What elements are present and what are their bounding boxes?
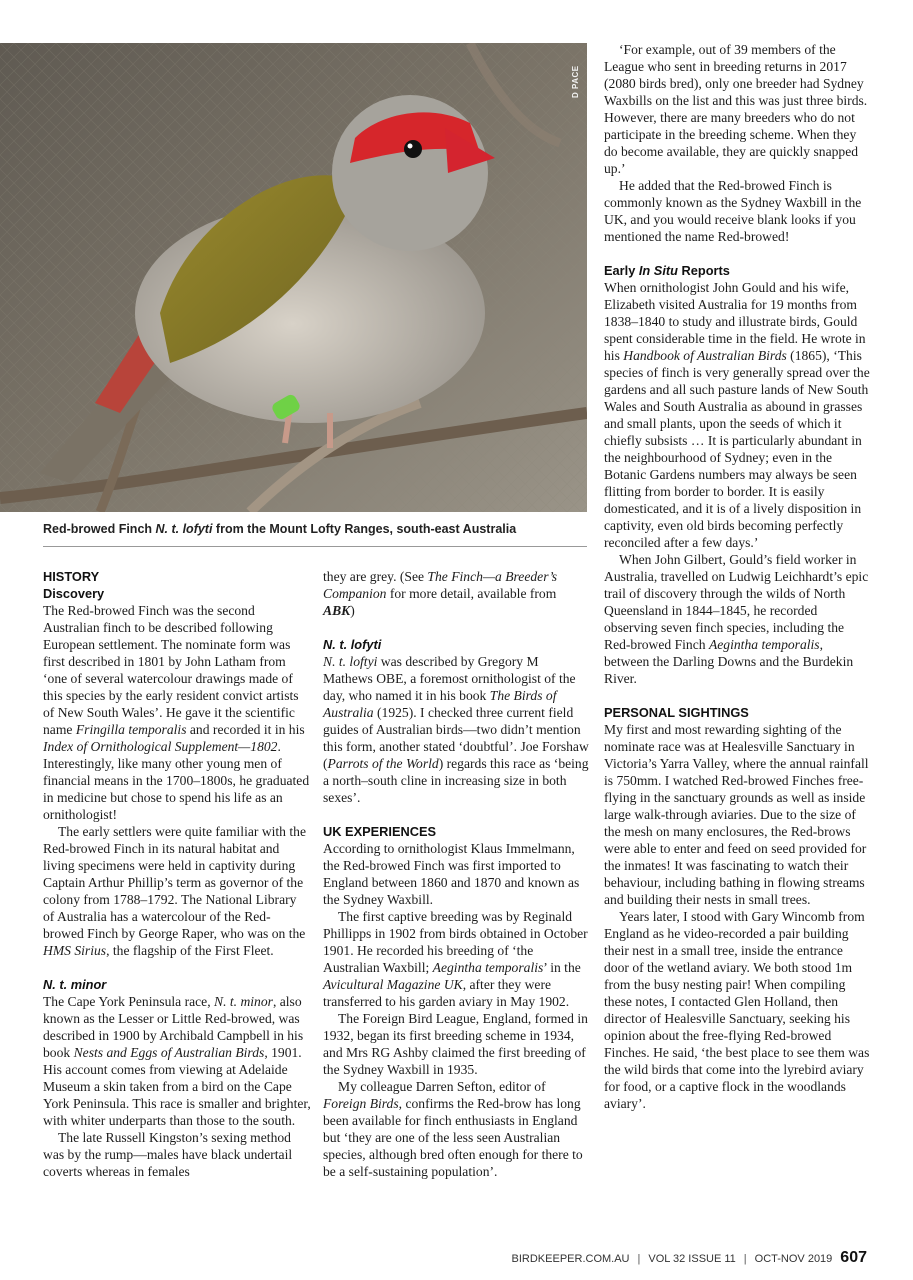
page-footer: [512, 1249, 867, 1271]
footer-separator: |: [637, 1253, 641, 1265]
footer-date: OCT-NOV 2019: [754, 1253, 833, 1265]
paragraph: The first captive breeding was by Reginald Phillipps in 1902 from birds obtained in October 1901. He recorded his breeding of ‘the Australian Waxbill; Aegintha temporalis’ in the Avicultural Magazine UK, after they were transferred to his garden aviary in May 1902.: [323, 909, 588, 1009]
page-number: 607: [840, 1249, 867, 1266]
paragraph: He added that the Red-browed Finch is commonly known as the Sydney Waxbill in the UK, and you would receive blank looks if you mentioned the name Red-browed!: [604, 178, 862, 244]
paragraph: The late Russell Kingston’s sexing method was by the rump—males have black undertail coverts whereas in females: [43, 1130, 293, 1179]
section-heading: UK EXPERIENCES: [323, 824, 437, 839]
section-heading: PERSONAL SIGHTINGS: [604, 705, 749, 720]
paragraph: My first and most rewarding sighting of the nominate race was at Healesville Sanctuary in Victoria’s Yarra Valley, where the annual rainfall is 750mm. I watched Red-browed Finches free-flying in the sanctuary grounds as well as inside large walk-through aviaries. Due to the size of the mesh on many enclosures, the Red-brows were able to enter and feed on seed provided for the inmates! It was fascinating to watch their behaviour, including bathing in flowing streams and building their nests in small trees.: [604, 722, 869, 907]
subsection-heading: Discovery: [43, 586, 105, 601]
paragraph: When ornithologist John Gould and his wife, Elizabeth visited Australia for 19 months from 1838–1840 to study and illustrate birds, Gould spent considerable time in the field. He wrote in his Handbook of Australian Birds (1865), ‘This species of finch is very generally spread over the gardens and all such pasture lands of New South Wales and South Australia as abound in grasses and small plants, upon the seeds of which it chiefly subsists … It is particularly abundant in the neighbourhood of Sydney; even in the Botanic Gardens numbers may always be seen flitting from border to border. It is easily domesticated, and it is of a lively disposition in captivity, even old birds becoming perfectly reconciled after a few days.’: [604, 280, 870, 550]
paragraph: My colleague Darren Sefton, editor of Foreign Birds, confirms the Red-brow has long been available for finch enthusiasts in England but ‘they are one of the less seen Australian species, although bred often enough for there to be a self-sustaining population’.: [323, 1079, 583, 1179]
paragraph: The Red-browed Finch was the second Australian finch to be described following European settlement. The nominate form was first described in 1801 by John Latham from ‘one of several watercolour drawings made of this species by the early resident convict artists of New South Wales’. He gave it the scientific name Fringilla temporalis and recorded it in his Index of Ornithological Supplement—1802. Interestingly, like many other young men of financial means in the 1700–1800s, he graduated in medicine but chose to spend his life as an ornithologist!: [43, 603, 310, 822]
subsection-heading: N. t. minor: [43, 977, 107, 992]
subsection-heading: Early In Situ Reports: [604, 263, 730, 278]
caption-text: from the Mount Lofty Ranges, south-east Australia: [212, 522, 517, 536]
subsection-heading: N. t. lofyti: [323, 637, 382, 652]
footer-volume: VOL 32 ISSUE 11: [648, 1253, 736, 1265]
paragraph: The early settlers were quite familiar with the Red-browed Finch in its natural habitat and living specimens were held in captivity during Captain Arthur Phillip’s term as governor of the colony from 1788–1792. The National Library of Australia has a watercolour of the Red-browed Finch by George Raper, who was on the HMS Sirius, the flagship of the First Fleet.: [43, 824, 306, 958]
paragraph: The Foreign Bird League, England, formed in 1932, began its first breeding scheme in 1934, and Mrs RG Ashby claimed the first breeding of the Sydney Waxbill in 1935.: [323, 1011, 588, 1077]
column-1: [43, 568, 311, 1180]
footer-site: BIRDKEEPER.COM.AU: [511, 1253, 630, 1265]
photo-credit: D PACE: [571, 65, 580, 98]
footer-separator: |: [743, 1253, 747, 1265]
caption-divider: [43, 546, 587, 547]
photo-caption: [43, 522, 588, 536]
column-3: [604, 41, 870, 1112]
paragraph: Years later, I stood with Gary Wincomb from England as he video-recorded a pair building their nest in a small tree, inside the entrance door of the wetland aviary. We both stood 1m from the busy nesting pair! When compiling these notes, I contacted Glen Holland, then director of Healesville Sanctuary, seeking his opinion about the free-flying Red-browed Finches. He said, ‘the best place to see them was the wild birds that come into the lyrebird aviary for food, or a captive flock in the woodlands aviary’.: [604, 909, 870, 1111]
caption-text: Red-browed Finch: [43, 522, 156, 536]
caption-subspecies: N. t. lofyti: [155, 522, 213, 536]
paragraph: they are grey. (See The Finch—a Breeder’s Companion for more detail, available from ABK): [323, 569, 558, 618]
finch-photo: [0, 43, 587, 512]
paragraph: When John Gilbert, Gould’s field worker in Australia, travelled on Ludwig Leichhardt’s epic trail of discovery through the wilds of North Queensland in 1844–1845, he recorded observing seven finch species, including the Red-browed Finch Aegintha temporalis, between the Darling Downs and the Burdekin River.: [604, 552, 869, 686]
paragraph: N. t. loftyi was described by Gregory M Mathews OBE, a foremost ornithologist of the day, who named it in his book The Birds of Australia (1925). I checked three current field guides of Australian birds—two didn’t mention this form, another stated ‘doubtful’. Joe Forshaw (Parrots of the World) regards this race as ‘being a north–south cline in increasing size in both sexes’.: [323, 654, 589, 805]
red-browed-finch-image: [0, 43, 587, 512]
section-heading: HISTORY: [43, 569, 100, 584]
paragraph: ‘For example, out of 39 members of the League who sent in breeding returns in 2017 (2080 birds bred), only one breeder had Sydney Waxbills on the list and this was just three birds. However, there are many breeders who do not participate in the breeding scheme. When they do become available, they are quickly snapped up.’: [604, 42, 868, 176]
column-2: [323, 568, 591, 1180]
paragraph: According to ornithologist Klaus Immelmann, the Red-browed Finch was first imported to England between 1860 and 1870 and known as the Sydney Waxbill.: [323, 841, 580, 907]
paragraph: The Cape York Peninsula race, N. t. minor, also known as the Lesser or Little Red-browed, was described in 1900 by Archibald Campbell in his book Nests and Eggs of Australian Birds, 1901. His account comes from viewing at Adelaide Museum a skin taken from a bird on the Cape York Peninsula. This race is smaller and brighter, with whiter underparts than those to the south.: [43, 994, 311, 1128]
